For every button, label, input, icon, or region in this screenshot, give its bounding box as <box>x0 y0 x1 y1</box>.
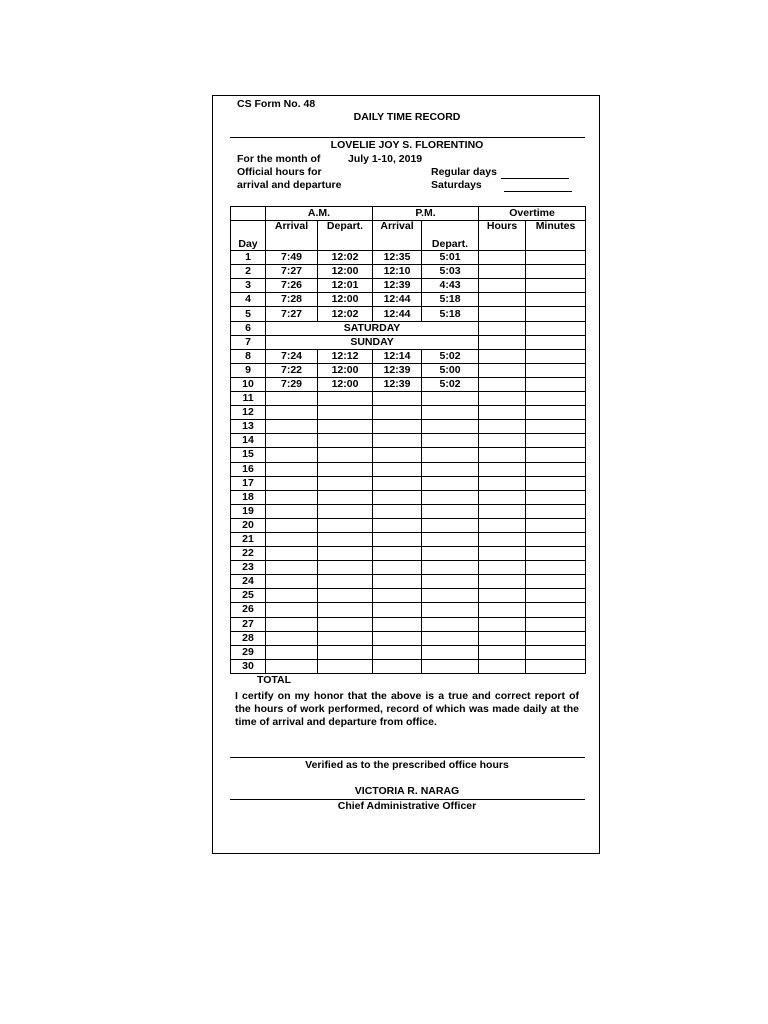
pm-depart-cell: 5:18 <box>422 293 479 307</box>
arrival-departure-label: arrival and departure <box>237 179 342 191</box>
am-arrival-cell: 7:27 <box>266 307 318 321</box>
table-row <box>231 631 586 645</box>
overtime-hours-cell <box>479 279 526 293</box>
day-cell: 9 <box>231 363 266 377</box>
overtime-hours-cell <box>479 547 526 561</box>
pm-depart-cell: 5:01 <box>422 251 479 265</box>
pm-arrival-cell <box>373 448 422 462</box>
pm-arrival-cell <box>373 420 422 434</box>
day-cell: 27 <box>231 617 266 631</box>
pm-depart-cell <box>422 645 479 659</box>
table-row <box>231 575 586 589</box>
am-depart-cell <box>318 476 373 490</box>
overtime-hours-cell <box>479 659 526 673</box>
overtime-minutes-cell <box>526 448 586 462</box>
am-depart-cell: 12:00 <box>318 363 373 377</box>
overtime-hours-cell <box>479 532 526 546</box>
overtime-hours-cell <box>479 434 526 448</box>
pm-arrival-header: Arrival <box>373 221 422 251</box>
pm-depart-header: Depart. <box>422 221 479 251</box>
am-arrival-cell <box>266 645 318 659</box>
am-depart-cell <box>318 420 373 434</box>
am-depart-cell: 12:00 <box>318 377 373 391</box>
group-header-row <box>231 207 586 221</box>
overtime-minutes-cell <box>526 392 586 406</box>
pm-arrival-cell: 12:14 <box>373 349 422 363</box>
pm-depart-cell <box>422 631 479 645</box>
overtime-minutes-cell <box>526 518 586 532</box>
am-depart-cell <box>318 547 373 561</box>
am-arrival-cell <box>266 575 318 589</box>
table-row <box>231 589 586 603</box>
pm-depart-cell <box>422 448 479 462</box>
pm-depart-cell <box>422 490 479 504</box>
pm-arrival-cell <box>373 659 422 673</box>
overtime-minutes-cell <box>526 363 586 377</box>
table-row <box>231 462 586 476</box>
am-arrival-cell: 7:26 <box>266 279 318 293</box>
saturdays-label: Saturdays <box>431 179 482 191</box>
am-arrival-cell <box>266 504 318 518</box>
overtime-minutes-cell <box>526 547 586 561</box>
pm-arrival-cell <box>373 490 422 504</box>
overtime-minutes-cell <box>526 532 586 546</box>
am-arrival-cell <box>266 490 318 504</box>
pm-depart-cell <box>422 392 479 406</box>
table-row <box>231 532 586 546</box>
pm-arrival-cell <box>373 434 422 448</box>
am-depart-cell: 12:02 <box>318 307 373 321</box>
overtime-hours-cell <box>479 321 526 335</box>
day-cell: 17 <box>231 476 266 490</box>
employee-signature-line <box>230 757 585 758</box>
day-cell: 23 <box>231 561 266 575</box>
am-depart-cell <box>318 532 373 546</box>
am-depart-cell: 12:01 <box>318 279 373 293</box>
overtime-hours-cell <box>479 335 526 349</box>
pm-depart-cell <box>422 575 479 589</box>
table-row <box>231 406 586 420</box>
am-depart-cell <box>318 617 373 631</box>
overtime-minutes-cell <box>526 659 586 673</box>
day-cell: 3 <box>231 279 266 293</box>
overtime-hours-cell <box>479 575 526 589</box>
pm-depart-cell <box>422 547 479 561</box>
officer-title: Chief Administrative Officer <box>337 800 477 812</box>
official-hours-label: Official hours for <box>237 166 322 178</box>
table-row <box>231 307 586 321</box>
am-arrival-cell <box>266 518 318 532</box>
am-depart-cell <box>318 434 373 448</box>
am-arrival-cell <box>266 448 318 462</box>
blank-corner <box>231 207 266 221</box>
overtime-minutes-cell <box>526 265 586 279</box>
overtime-hours-cell <box>479 631 526 645</box>
overtime-minutes-cell <box>526 293 586 307</box>
pm-arrival-cell <box>373 406 422 420</box>
am-arrival-cell <box>266 392 318 406</box>
pm-arrival-cell <box>373 392 422 406</box>
day-cell: 24 <box>231 575 266 589</box>
saturdays-blank <box>504 181 572 192</box>
am-depart-cell <box>318 462 373 476</box>
pm-depart-cell <box>422 589 479 603</box>
pm-arrival-cell <box>373 645 422 659</box>
am-depart-cell <box>318 504 373 518</box>
am-arrival-cell <box>266 617 318 631</box>
am-arrival-cell <box>266 420 318 434</box>
table-row <box>231 490 586 504</box>
day-cell: 6 <box>231 321 266 335</box>
pm-depart-cell <box>422 518 479 532</box>
pm-arrival-cell: 12:39 <box>373 377 422 391</box>
pm-arrival-cell <box>373 476 422 490</box>
overtime-hours-cell <box>479 490 526 504</box>
overtime-hours-cell <box>479 518 526 532</box>
overtime-hours-cell <box>479 363 526 377</box>
am-arrival-cell: 7:22 <box>266 363 318 377</box>
overtime-hours-cell <box>479 448 526 462</box>
table-row <box>231 392 586 406</box>
overtime-hours-cell <box>479 603 526 617</box>
table-row <box>231 420 586 434</box>
am-depart-cell <box>318 603 373 617</box>
table-row <box>231 377 586 391</box>
table-row <box>231 617 586 631</box>
pm-arrival-cell: 12:10 <box>373 265 422 279</box>
pm-arrival-cell: 12:44 <box>373 293 422 307</box>
overtime-minutes-cell <box>526 462 586 476</box>
am-arrival-cell: 7:27 <box>266 265 318 279</box>
verified-label: Verified as to the prescribed office hours <box>305 759 509 771</box>
overtime-hours-cell <box>479 377 526 391</box>
am-arrival-cell: 7:29 <box>266 377 318 391</box>
table-row <box>231 251 586 265</box>
pm-arrival-cell: 12:35 <box>373 251 422 265</box>
day-cell: 13 <box>231 420 266 434</box>
overtime-hours-cell <box>479 251 526 265</box>
overtime-hours-cell <box>479 476 526 490</box>
pm-depart-cell: 5:18 <box>422 307 479 321</box>
pm-arrival-cell <box>373 575 422 589</box>
am-depart-cell <box>318 490 373 504</box>
month-value: July 1-10, 2019 <box>348 153 423 165</box>
table-row <box>231 645 586 659</box>
overtime-minutes-cell <box>526 406 586 420</box>
am-arrival-header: Arrival <box>266 221 318 251</box>
table-row <box>231 561 586 575</box>
day-cell: 14 <box>231 434 266 448</box>
total-blank <box>318 673 586 687</box>
regular-days-field <box>431 166 569 179</box>
pm-depart-cell <box>422 561 479 575</box>
overtime-minutes-cell <box>526 617 586 631</box>
am-arrival-cell: 7:28 <box>266 293 318 307</box>
overtime-hours-cell <box>479 406 526 420</box>
am-arrival-cell <box>266 659 318 673</box>
day-cell: 4 <box>231 293 266 307</box>
table-row <box>231 448 586 462</box>
table-row <box>231 504 586 518</box>
day-note-cell: SATURDAY <box>266 321 479 335</box>
day-cell: 19 <box>231 504 266 518</box>
am-depart-cell <box>318 406 373 420</box>
am-arrival-cell <box>266 561 318 575</box>
overtime-minutes-cell <box>526 575 586 589</box>
pm-depart-cell <box>422 406 479 420</box>
day-cell: 15 <box>231 448 266 462</box>
overtime-minutes-cell <box>526 603 586 617</box>
day-cell: 5 <box>231 307 266 321</box>
pm-arrival-cell <box>373 504 422 518</box>
day-cell: 30 <box>231 659 266 673</box>
table-row <box>231 265 586 279</box>
day-cell: 26 <box>231 603 266 617</box>
time-record-table <box>230 206 586 687</box>
am-depart-cell <box>318 631 373 645</box>
am-depart-header: Depart. <box>318 221 373 251</box>
overtime-hours-cell <box>479 293 526 307</box>
day-cell: 28 <box>231 631 266 645</box>
table-row <box>231 547 586 561</box>
pm-depart-cell <box>422 532 479 546</box>
overtime-minutes-cell <box>526 561 586 575</box>
overtime-minutes-cell <box>526 476 586 490</box>
certification-text: I certify on my honor that the above is a true and correct report of the hours of work performed, record of which was made daily at the time of arrival and departure from office. <box>235 690 579 728</box>
pm-depart-cell: 4:43 <box>422 279 479 293</box>
day-cell: 16 <box>231 462 266 476</box>
overtime-hours-cell <box>479 420 526 434</box>
day-cell: 22 <box>231 547 266 561</box>
overtime-minutes-cell <box>526 279 586 293</box>
total-label: TOTAL <box>256 673 292 686</box>
am-arrival-cell: 7:24 <box>266 349 318 363</box>
table-row <box>231 279 586 293</box>
am-depart-cell: 12:12 <box>318 349 373 363</box>
pm-header: P.M. <box>373 207 479 221</box>
day-cell: 1 <box>231 251 266 265</box>
dtr-form <box>212 95 600 854</box>
pm-depart-cell <box>422 504 479 518</box>
overtime-minutes-cell <box>526 307 586 321</box>
day-header: Day <box>231 221 266 251</box>
day-cell: 8 <box>231 349 266 363</box>
am-arrival-cell <box>266 603 318 617</box>
pm-arrival-cell <box>373 589 422 603</box>
overtime-header: Overtime <box>479 207 586 221</box>
pm-depart-cell <box>422 476 479 490</box>
am-arrival-cell <box>266 532 318 546</box>
pm-arrival-cell <box>373 631 422 645</box>
table-row <box>231 603 586 617</box>
am-arrival-cell <box>266 406 318 420</box>
overtime-hours-cell <box>479 462 526 476</box>
form-title: DAILY TIME RECORD <box>353 111 461 123</box>
pm-arrival-cell <box>373 617 422 631</box>
overtime-minutes-cell <box>526 377 586 391</box>
overtime-minutes-cell <box>526 434 586 448</box>
overtime-hours-cell <box>479 561 526 575</box>
overtime-minutes-header: Minutes <box>526 221 586 251</box>
overtime-hours-cell <box>479 617 526 631</box>
overtime-hours-cell <box>479 349 526 363</box>
day-cell: 25 <box>231 589 266 603</box>
day-cell: 11 <box>231 392 266 406</box>
pm-depart-cell: 5:02 <box>422 377 479 391</box>
am-depart-cell <box>318 575 373 589</box>
pm-arrival-cell <box>373 603 422 617</box>
day-cell: 7 <box>231 335 266 349</box>
overtime-hours-cell <box>479 392 526 406</box>
overtime-hours-cell <box>479 265 526 279</box>
am-depart-cell <box>318 645 373 659</box>
pm-arrival-cell: 12:39 <box>373 279 422 293</box>
total-row <box>231 673 586 687</box>
sub-header-row <box>231 221 586 251</box>
overtime-hours-header: Hours <box>479 221 526 251</box>
pm-depart-cell: 5:00 <box>422 363 479 377</box>
table-row <box>231 659 586 673</box>
time-record-rows <box>231 251 586 674</box>
am-arrival-cell <box>266 631 318 645</box>
am-depart-cell <box>318 392 373 406</box>
day-cell: 21 <box>231 532 266 546</box>
pm-arrival-cell: 12:44 <box>373 307 422 321</box>
overtime-hours-cell <box>479 589 526 603</box>
am-arrival-cell <box>266 589 318 603</box>
overtime-minutes-cell <box>526 490 586 504</box>
overtime-hours-cell <box>479 307 526 321</box>
am-depart-cell <box>318 659 373 673</box>
day-note-cell: SUNDAY <box>266 335 479 349</box>
am-arrival-cell <box>266 434 318 448</box>
day-cell: 29 <box>231 645 266 659</box>
day-cell: 2 <box>231 265 266 279</box>
table-row <box>231 335 586 349</box>
form-number: CS Form No. 48 <box>237 98 316 110</box>
overtime-minutes-cell <box>526 589 586 603</box>
am-arrival-cell: 7:49 <box>266 251 318 265</box>
saturdays-field <box>431 179 572 192</box>
am-depart-cell <box>318 448 373 462</box>
month-label: For the month of <box>237 153 321 165</box>
overtime-minutes-cell <box>526 251 586 265</box>
table-row <box>231 476 586 490</box>
overtime-minutes-cell <box>526 335 586 349</box>
table-row <box>231 349 586 363</box>
pm-depart-cell <box>422 420 479 434</box>
pm-depart-cell <box>422 617 479 631</box>
pm-depart-cell <box>422 462 479 476</box>
top-divider <box>230 137 585 138</box>
day-cell: 20 <box>231 518 266 532</box>
overtime-hours-cell <box>479 504 526 518</box>
overtime-minutes-cell <box>526 349 586 363</box>
am-arrival-cell <box>266 476 318 490</box>
regular-days-label: Regular days <box>431 166 497 178</box>
pm-arrival-cell <box>373 561 422 575</box>
day-cell: 10 <box>231 377 266 391</box>
table-row <box>231 434 586 448</box>
pm-depart-cell: 5:03 <box>422 265 479 279</box>
table-row <box>231 293 586 307</box>
employee-name: LOVELIE JOY S. FLORENTINO <box>330 139 484 151</box>
pm-arrival-cell <box>373 547 422 561</box>
pm-depart-cell <box>422 659 479 673</box>
table-row <box>231 363 586 377</box>
table-row <box>231 321 586 335</box>
am-depart-cell: 12:02 <box>318 251 373 265</box>
am-depart-cell <box>318 518 373 532</box>
pm-depart-cell <box>422 434 479 448</box>
overtime-minutes-cell <box>526 504 586 518</box>
am-depart-cell: 12:00 <box>318 293 373 307</box>
am-header: A.M. <box>266 207 373 221</box>
pm-arrival-cell <box>373 462 422 476</box>
pm-arrival-cell: 12:39 <box>373 363 422 377</box>
am-arrival-cell <box>266 462 318 476</box>
overtime-minutes-cell <box>526 631 586 645</box>
overtime-hours-cell <box>479 645 526 659</box>
pm-depart-cell: 5:02 <box>422 349 479 363</box>
day-cell: 12 <box>231 406 266 420</box>
overtime-minutes-cell <box>526 321 586 335</box>
pm-arrival-cell <box>373 532 422 546</box>
overtime-minutes-cell <box>526 645 586 659</box>
regular-days-blank <box>501 168 569 179</box>
am-depart-cell <box>318 589 373 603</box>
day-cell: 18 <box>231 490 266 504</box>
pm-arrival-cell <box>373 518 422 532</box>
am-depart-cell <box>318 561 373 575</box>
am-depart-cell: 12:00 <box>318 265 373 279</box>
officer-name: VICTORIA R. NARAG <box>354 785 460 797</box>
overtime-minutes-cell <box>526 420 586 434</box>
table-row <box>231 518 586 532</box>
pm-depart-cell <box>422 603 479 617</box>
am-arrival-cell <box>266 547 318 561</box>
